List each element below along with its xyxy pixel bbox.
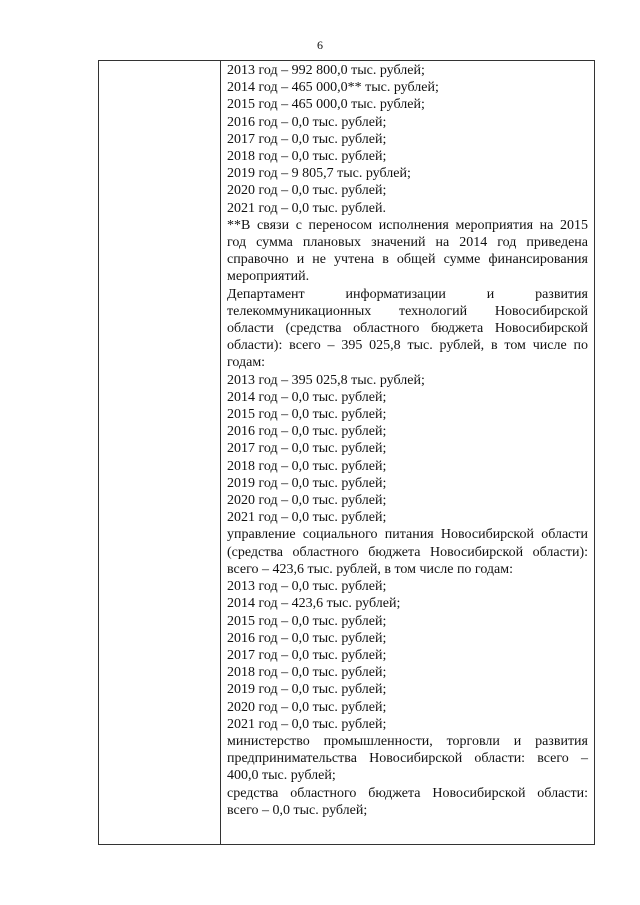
funding-line: 2013 год – 395 025,8 тыс. рублей; <box>227 372 425 388</box>
ministry-industry-text: министерство промышленности, торговли и развития предпринимательства Новосибирской области: всего – 400,0 тыс. рублей; <box>227 733 588 784</box>
funding-line: 2020 год – 0,0 тыс. рублей; <box>227 493 387 509</box>
funding-line: 2020 год – 0,0 тыс. рублей; <box>227 183 387 199</box>
funding-line: 2018 год – 0,0 тыс. рублей; <box>227 458 387 474</box>
funding-line: 2019 год – 9 805,7 тыс. рублей; <box>227 166 411 182</box>
funding-line: 2013 год – 992 800,0 тыс. рублей; <box>227 63 425 78</box>
funding-line: 2019 год – 0,0 тыс. рублей; <box>227 475 387 491</box>
funding-line: 2019 год – 0,0 тыс. рублей; <box>227 682 387 698</box>
table-left-column <box>99 61 221 844</box>
funding-line: 2021 год – 0,0 тыс. рублей; <box>227 510 387 526</box>
page-number: 6 <box>317 38 323 52</box>
funding-line: 2014 год – 0,0 тыс. рублей; <box>227 389 387 405</box>
table-right-column <box>221 61 594 844</box>
dept-informatization-title: Департамент информатизации и развития <box>227 286 588 302</box>
funding-line: 2017 год – 0,0 тыс. рублей; <box>227 441 387 457</box>
funding-line: 2016 год – 0,0 тыс. рублей; <box>227 114 387 130</box>
funding-line: 2018 год – 0,0 тыс. рублей; <box>227 149 387 165</box>
funding-line: 2014 год – 423,6 тыс. рублей; <box>227 596 401 612</box>
regional-budget-text: средства областного бюджета Новосибирской области: всего – 0,0 тыс. рублей; <box>227 785 588 818</box>
funding-line: 2021 год – 0,0 тыс. рублей. <box>227 200 386 216</box>
funding-line: 2015 год – 465 000,0 тыс. рублей; <box>227 97 425 113</box>
funding-line: 2016 год – 0,0 тыс. рублей; <box>227 424 387 440</box>
funding-line: 2017 год – 0,0 тыс. рублей; <box>227 131 387 147</box>
funding-line: 2016 год – 0,0 тыс. рублей; <box>227 630 387 646</box>
funding-line: 2015 год – 0,0 тыс. рублей; <box>227 613 387 629</box>
program-table <box>98 60 595 845</box>
funding-line: 2014 год – 465 000,0** тыс. рублей; <box>227 80 439 96</box>
funding-list-informatization <box>227 372 588 527</box>
funding-line: 2020 год – 0,0 тыс. рублей; <box>227 699 387 715</box>
funding-line: 2013 год – 0,0 тыс. рублей; <box>227 579 387 595</box>
dept-social-food-text: управление социального питания Новосибирской области (средства областного бюджета Новосибирской области): всего – 423,6 тыс. рублей, в том числе по годам: <box>227 527 588 577</box>
footnote-text: **В связи с переносом исполнения мероприятия на 2015 год сумма плановых значений на 2014 год приведена справочно и не учтена в общей сумме финансирования мероприятий. <box>227 217 588 285</box>
funding-list-total <box>227 62 588 217</box>
dept-informatization-text: телекоммуникационных технологий Новосибирской области (средства областного бюджета Новосибирской области): всего – 395 025,8 тыс. рублей, в том числе по годам: <box>227 303 588 371</box>
funding-line: 2021 год – 0,0 тыс. рублей; <box>227 716 387 732</box>
funding-line: 2018 год – 0,0 тыс. рублей; <box>227 665 387 681</box>
funding-list-social-food <box>227 578 588 733</box>
funding-line: 2017 год – 0,0 тыс. рублей; <box>227 647 387 663</box>
funding-line: 2015 год – 0,0 тыс. рублей; <box>227 407 387 423</box>
